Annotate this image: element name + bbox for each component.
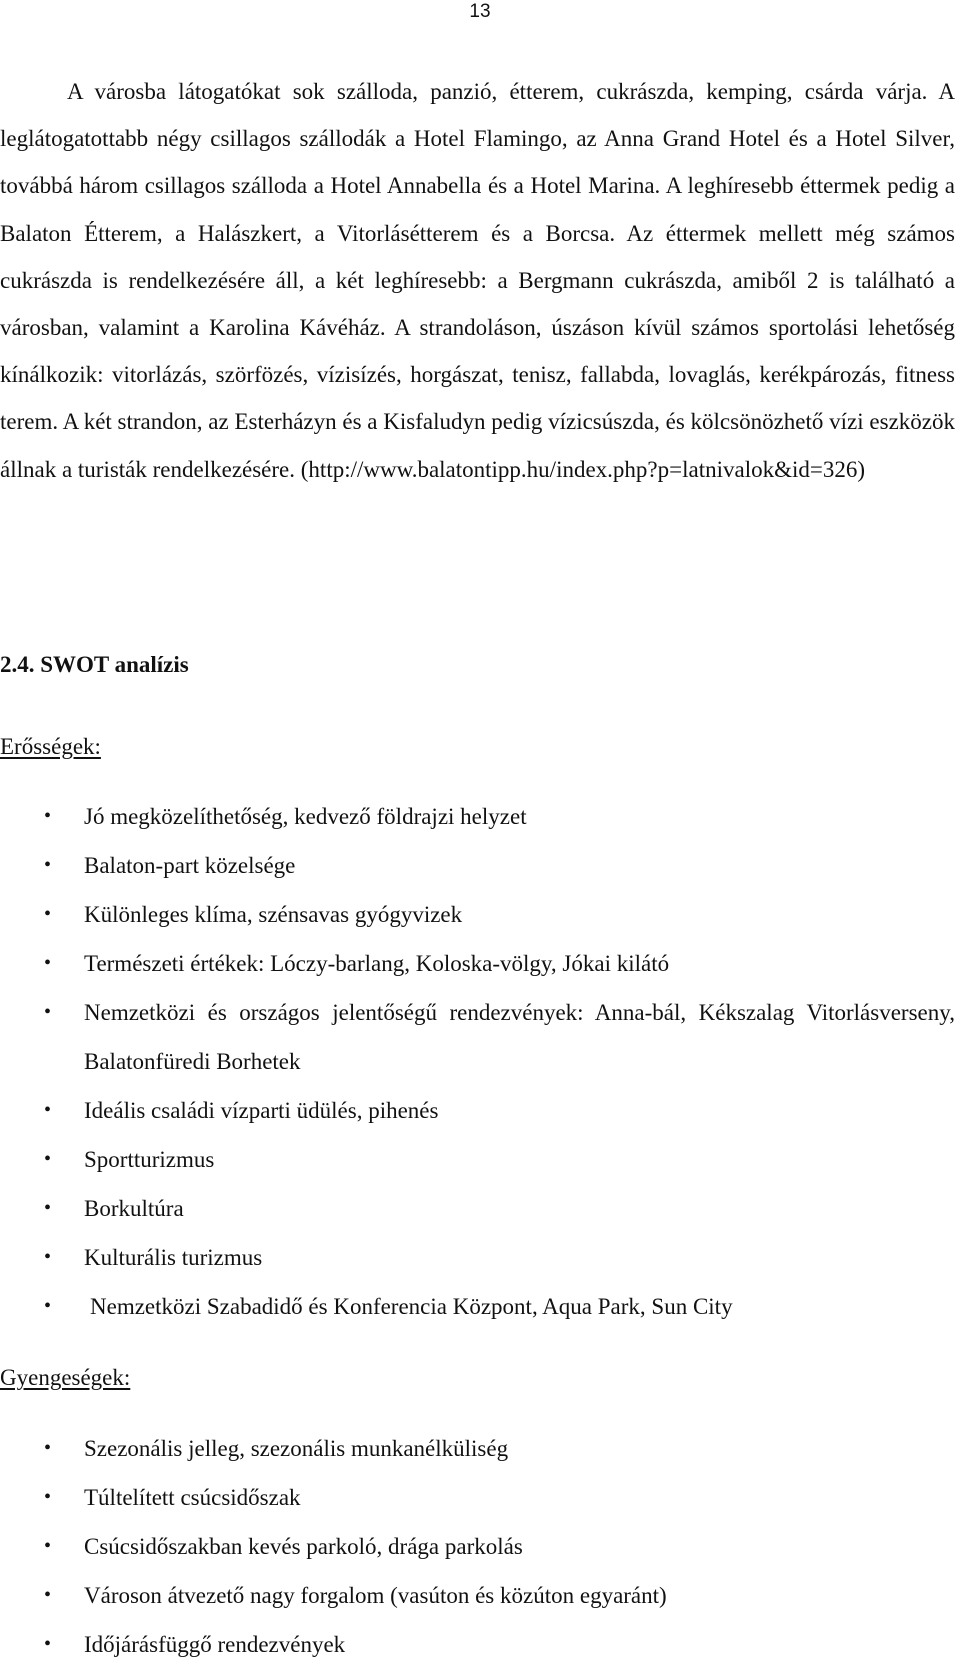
list-item: [0, 1424, 955, 1473]
list-item: [0, 1184, 955, 1233]
list-item: [0, 841, 955, 890]
list-item-text: Különleges klíma, szénsavas gyógyvizek: [84, 902, 463, 927]
bullet-icon: •: [44, 854, 52, 876]
list-item-text: Nemzetközi és országos jelentőségű rendezvények: Anna-bál, Kékszalag Vitorlásverseny, Balatonfüredi Borhetek: [84, 1000, 955, 1074]
list-item: [0, 1086, 955, 1135]
list-item-text: Sportturizmus: [84, 1147, 215, 1172]
strengths-heading: Erősségek:: [0, 734, 101, 759]
bullet-icon: •: [44, 1584, 52, 1606]
bullet-icon: •: [44, 903, 52, 925]
list-item-text: Túltelített csúcsidőszak: [84, 1485, 301, 1510]
list-item: [0, 890, 955, 939]
intro-paragraph: A városba látogatókat sok szálloda, panzió, étterem, cukrászda, kemping, csárda várja. A leglátogatottabb négy csillagos szállodák a Hotel Flamingo, az Anna Grand Hotel és a Hotel Silver, továbbá három csillagos szálloda a Hotel Annabella és a Hotel Marina. A leghíresebb éttermek pedig a Balaton Étterem, a Halászkert, a Vitorlásétterem és a Borcsa. Az éttermek mellett még számos cukrászda is rendelkezésére áll, a két leghíresebb: a Bergmann cukrászda, amiből 2 is található a városban, valamint a Karolina Kávéház. A strandoláson, úszáson kívül számos sportolási lehetőség kínálkozik: vitorlázás, szörfözés, vízisízés, horgászat, tenisz, fallabda, lovaglás, kerékpározás, fitness terem. A két strandon, az Esterházyn és a Kisfaludyn pedig vízicsúszda, és kölcsönözhető vízi eszközök állnak a turisták rendelkezésére. (http://www.balatontipp.hu/index.php?p=latnivalok&id=326): [0, 79, 955, 482]
bullet-icon: •: [44, 1197, 52, 1219]
bullet-icon: •: [44, 1633, 52, 1655]
bullet-icon: •: [44, 1001, 52, 1023]
list-item: [0, 1473, 955, 1522]
list-item-text: Csúcsidőszakban kevés parkoló, drága parkolás: [84, 1534, 523, 1559]
list-item: [0, 939, 955, 988]
bullet-icon: •: [44, 1535, 52, 1557]
bullet-icon: •: [44, 1148, 52, 1170]
list-item-text: Borkultúra: [84, 1196, 184, 1221]
list-item-text: Természeti értékek: Lóczy-barlang, Koloska-völgy, Jókai kilátó: [84, 951, 670, 976]
list-item-text: Jó megközelíthetőség, kedvező földrajzi helyzet: [84, 804, 527, 829]
list-item-text: Balaton-part közelsége: [84, 853, 296, 878]
bullet-icon: •: [44, 1295, 52, 1317]
bullet-icon: •: [44, 1486, 52, 1508]
list-item-text: Városon átvezető nagy forgalom (vasúton és közúton egyaránt): [84, 1583, 667, 1608]
section-heading: 2.4. SWOT analízis: [0, 652, 189, 677]
list-item-text: Szezonális jelleg, szezonális munkanélküliség: [84, 1436, 509, 1461]
bullet-icon: •: [44, 952, 52, 974]
list-item-text: Kulturális turizmus: [84, 1245, 263, 1270]
bullet-icon: •: [44, 805, 52, 827]
list-item: [0, 1522, 955, 1571]
list-item: [0, 1620, 955, 1669]
weaknesses-list: [0, 1424, 955, 1669]
list-item: [0, 988, 955, 1086]
list-item-text: Ideális családi vízparti üdülés, pihenés: [84, 1098, 439, 1123]
weaknesses-heading: Gyengeségek:: [0, 1365, 131, 1390]
bullet-icon: •: [44, 1437, 52, 1459]
strengths-list: [0, 792, 955, 1331]
list-item: [0, 1135, 955, 1184]
page-number: 13: [469, 1, 491, 22]
bullet-icon: •: [44, 1246, 52, 1268]
list-item-text: Időjárásfüggő rendezvények: [84, 1632, 346, 1657]
list-item: [0, 1233, 955, 1282]
list-item: [0, 1282, 955, 1331]
list-item: [0, 792, 955, 841]
bullet-icon: •: [44, 1099, 52, 1121]
list-item: [0, 1571, 955, 1620]
list-item-text: Nemzetközi Szabadidő és Konferencia Központ, Aqua Park, Sun City: [90, 1294, 733, 1319]
